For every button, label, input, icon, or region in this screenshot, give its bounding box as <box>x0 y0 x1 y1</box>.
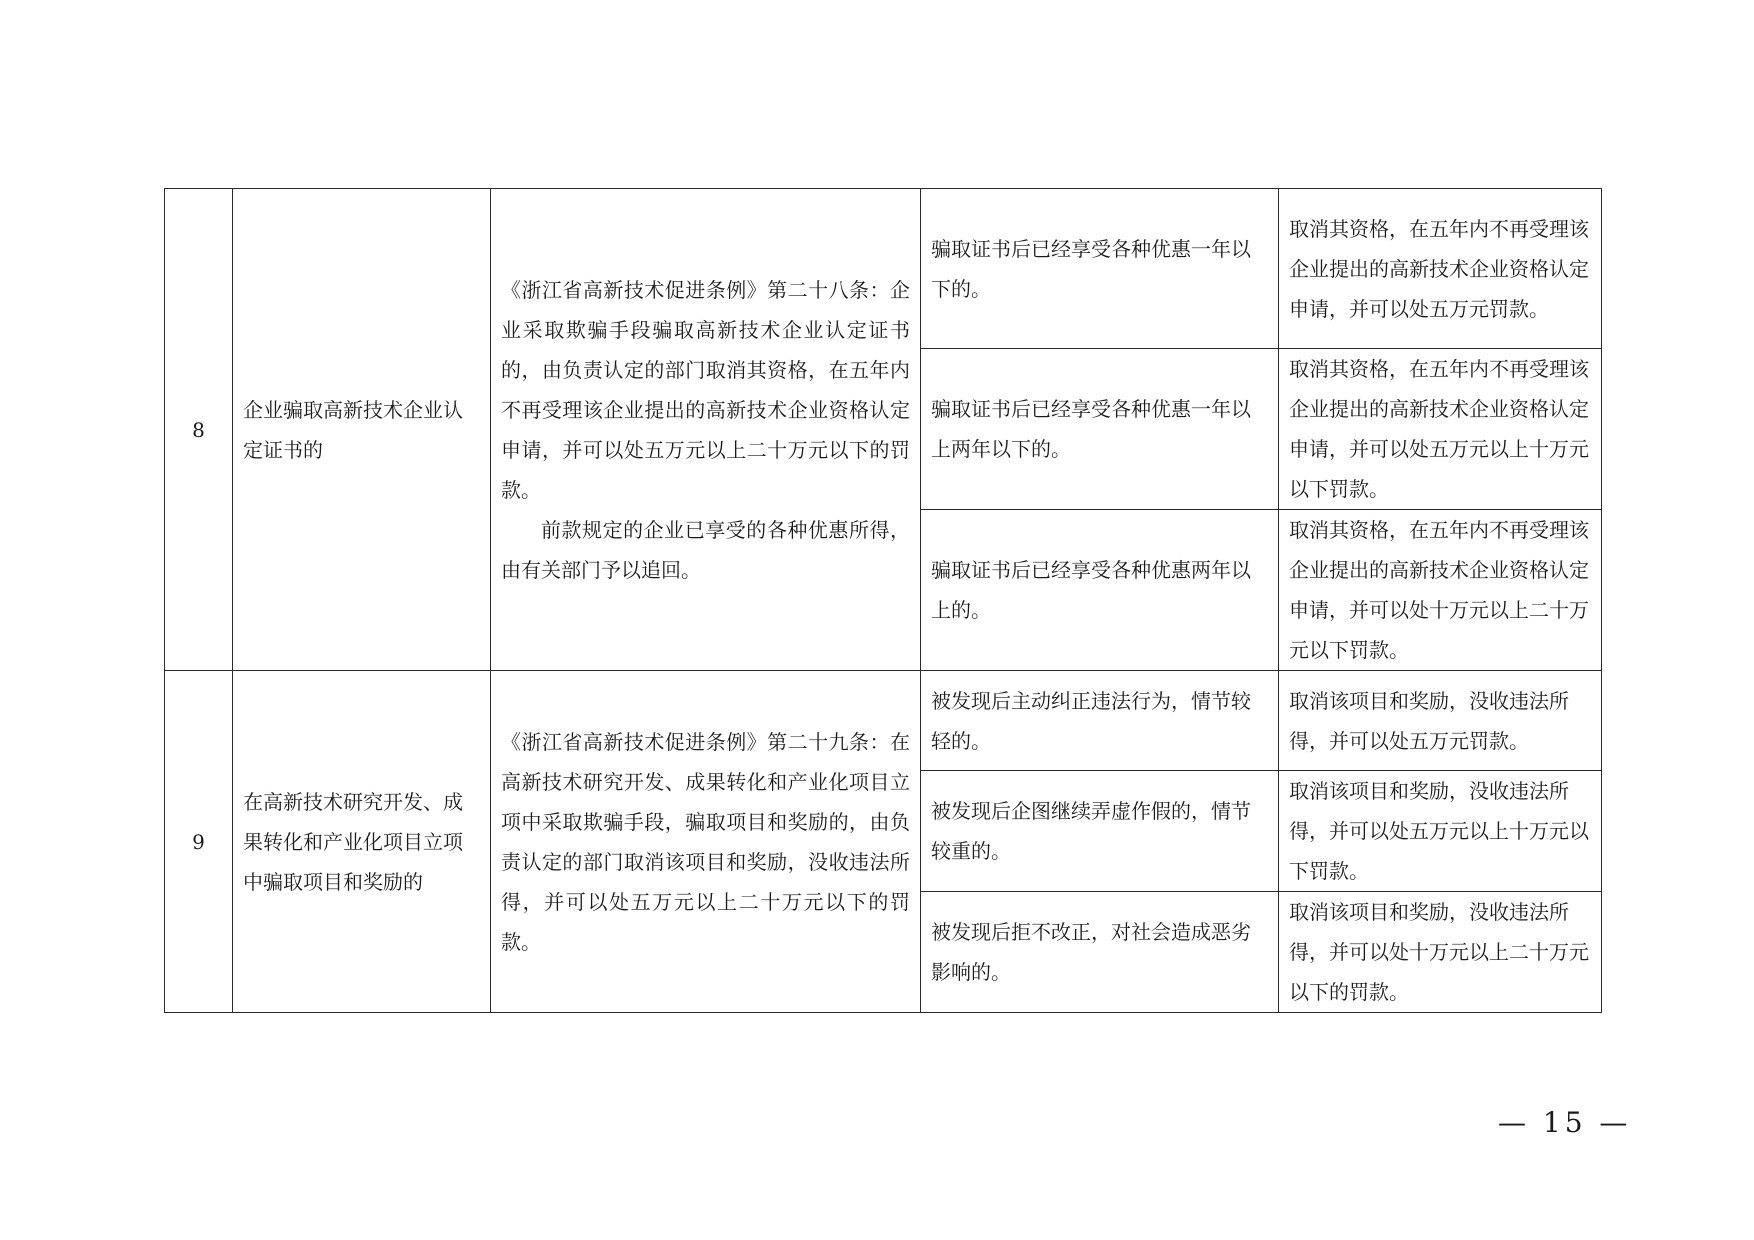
circumstance-cell: 被发现后主动纠正违法行为，情节较轻的。 <box>921 671 1279 771</box>
legal-basis <box>491 671 921 1013</box>
circumstance-cell: 被发现后拒不改正，对社会造成恶劣影响的。 <box>921 892 1279 1013</box>
page-number: — 15 — <box>1498 1106 1632 1139</box>
legal-basis-paragraph: 前款规定的企业已享受的各种优惠所得，由有关部门予以追回。 <box>501 517 910 582</box>
row-number: 8 <box>165 189 233 671</box>
circumstance-cell: 被发现后企图继续弄虚作假的，情节较重的。 <box>921 771 1279 892</box>
penalty-cell: 取消其资格，在五年内不再受理该企业提出的高新技术企业资格认定申请，并可以处五万元罚款。 <box>1279 189 1602 349</box>
violation-item: 企业骗取高新技术企业认定证书的 <box>233 189 491 671</box>
circumstance-cell: 骗取证书后已经享受各种优惠两年以上的。 <box>921 510 1279 671</box>
legal-basis <box>491 189 921 671</box>
penalty-cell: 取消该项目和奖励，没收违法所得，并可以处五万元以上十万元以下罚款。 <box>1279 771 1602 892</box>
penalty-cell: 取消其资格，在五年内不再受理该企业提出的高新技术企业资格认定申请，并可以处五万元以上十万元以下罚款。 <box>1279 349 1602 510</box>
penalty-table <box>164 188 1602 1013</box>
penalty-cell: 取消该项目和奖励，没收违法所得，并可以处十万元以上二十万元以下的罚款。 <box>1279 892 1602 1013</box>
table-row <box>165 671 1602 771</box>
circumstance-cell: 骗取证书后已经享受各种优惠一年以下的。 <box>921 189 1279 349</box>
violation-item: 在高新技术研究开发、成果转化和产业化项目立项中骗取项目和奖励的 <box>233 671 491 1013</box>
penalty-cell: 取消该项目和奖励，没收违法所得，并可以处五万元罚款。 <box>1279 671 1602 771</box>
table-row <box>165 189 1602 349</box>
row-number: 9 <box>165 671 233 1013</box>
legal-basis-paragraph: 《浙江省高新技术促进条例》第二十八条：企业采取欺骗手段骗取高新技术企业认定证书的，由负责认定的部门取消其资格，在五年内不再受理该企业提出的高新技术企业资格认定申请，并可以处五万元以上二十万元以下的罚款。 <box>501 277 910 502</box>
legal-basis-paragraph: 《浙江省高新技术促进条例》第二十九条：在高新技术研究开发、成果转化和产业化项目立项中采取欺骗手段，骗取项目和奖励的，由负责认定的部门取消该项目和奖励，没收违法所得，并可以处五万元以上二十万元以下的罚款。 <box>501 729 910 954</box>
circumstance-cell: 骗取证书后已经享受各种优惠一年以上两年以下的。 <box>921 349 1279 510</box>
penalty-cell: 取消其资格，在五年内不再受理该企业提出的高新技术企业资格认定申请，并可以处十万元以上二十万元以下罚款。 <box>1279 510 1602 671</box>
